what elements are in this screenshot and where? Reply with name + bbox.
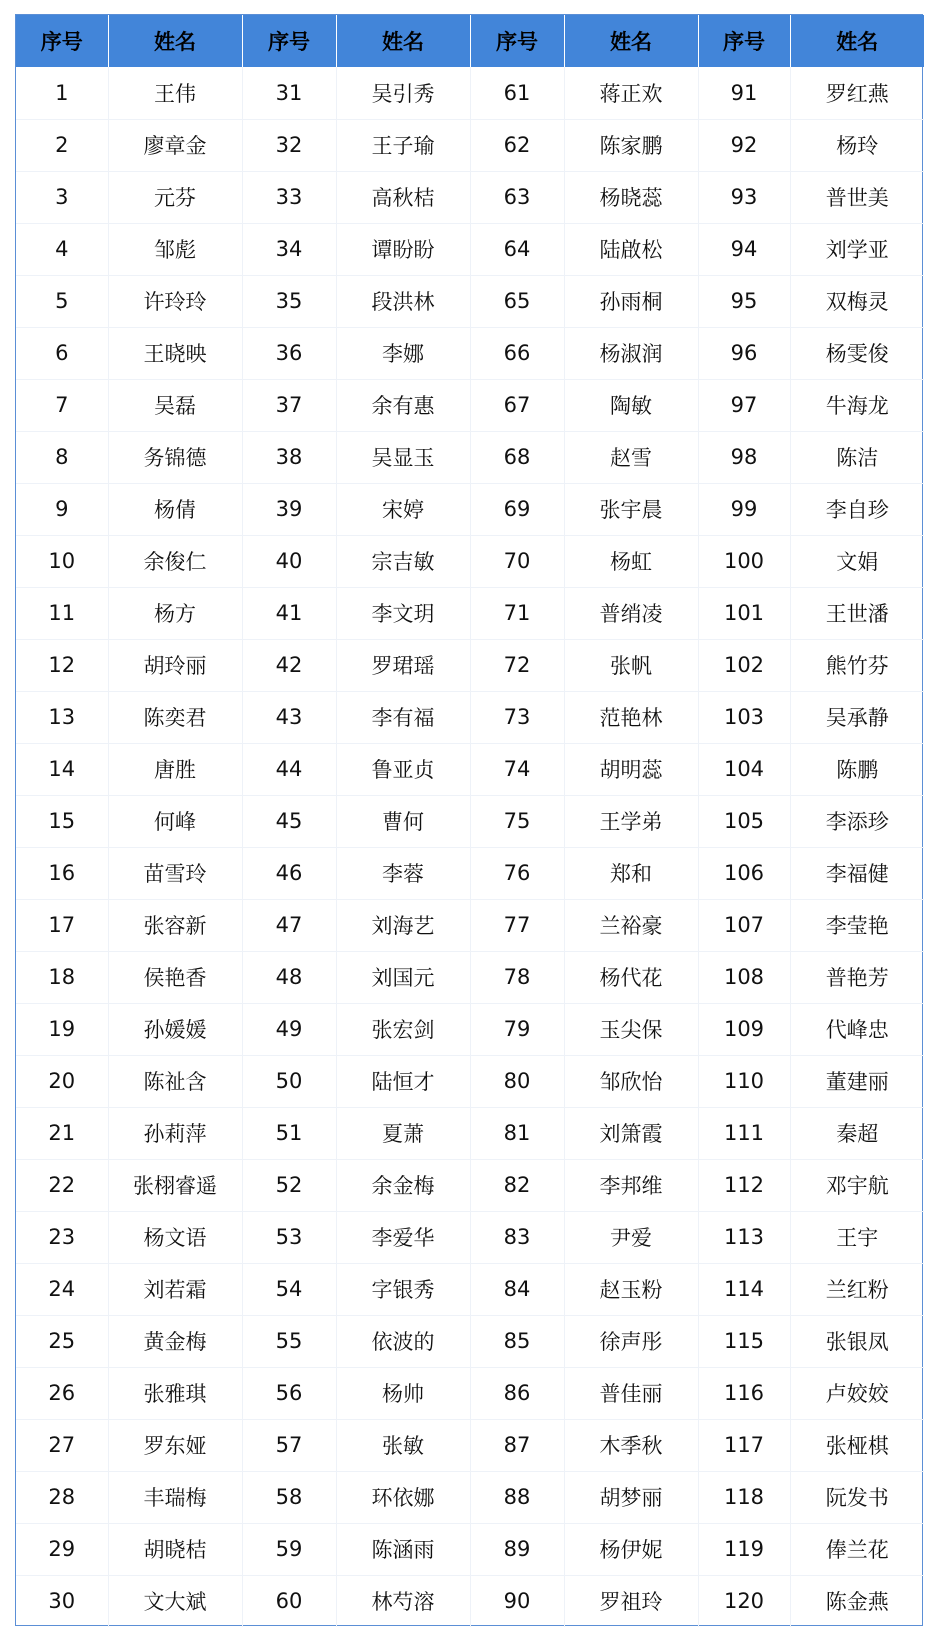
table-row	[16, 1419, 924, 1471]
number-cell: 12	[16, 639, 108, 691]
number-cell: 53	[242, 1211, 336, 1263]
number-cell: 7	[16, 379, 108, 431]
name-cell: 宗吉敏	[336, 535, 470, 587]
number-cell: 37	[242, 379, 336, 431]
name-cell: 木季秋	[564, 1419, 698, 1471]
name-cell: 俸兰花	[790, 1523, 924, 1575]
name-cell: 胡明蕊	[564, 743, 698, 795]
number-cell: 61	[470, 67, 564, 119]
name-cell: 胡梦丽	[564, 1471, 698, 1523]
header-row	[16, 15, 924, 67]
name-cell: 李有福	[336, 691, 470, 743]
name-cell: 阮发书	[790, 1471, 924, 1523]
name-cell: 陈涵雨	[336, 1523, 470, 1575]
number-cell: 17	[16, 899, 108, 951]
number-cell: 102	[698, 639, 790, 691]
number-cell: 116	[698, 1367, 790, 1419]
number-cell: 51	[242, 1107, 336, 1159]
number-cell: 18	[16, 951, 108, 1003]
name-cell: 普艳芳	[790, 951, 924, 1003]
name-cell: 普绡凌	[564, 587, 698, 639]
name-cell: 吴引秀	[336, 67, 470, 119]
name-cell: 兰红粉	[790, 1263, 924, 1315]
name-cell: 杨雯俊	[790, 327, 924, 379]
number-cell: 33	[242, 171, 336, 223]
name-cell: 唐胜	[108, 743, 242, 795]
number-cell: 96	[698, 327, 790, 379]
number-cell: 91	[698, 67, 790, 119]
number-cell: 46	[242, 847, 336, 899]
number-cell: 62	[470, 119, 564, 171]
name-cell: 丰瑞梅	[108, 1471, 242, 1523]
number-cell: 20	[16, 1055, 108, 1107]
header-cell-number: 序号	[470, 15, 564, 67]
name-cell: 李文玥	[336, 587, 470, 639]
number-cell: 73	[470, 691, 564, 743]
number-cell: 52	[242, 1159, 336, 1211]
table-row	[16, 1315, 924, 1367]
name-cell: 何峰	[108, 795, 242, 847]
number-cell: 55	[242, 1315, 336, 1367]
name-cell: 玉尖保	[564, 1003, 698, 1055]
name-cell: 王世潘	[790, 587, 924, 639]
number-cell: 21	[16, 1107, 108, 1159]
number-cell: 8	[16, 431, 108, 483]
name-cell: 陈家鹏	[564, 119, 698, 171]
number-cell: 84	[470, 1263, 564, 1315]
name-cell: 牛海龙	[790, 379, 924, 431]
number-cell: 31	[242, 67, 336, 119]
table-row	[16, 1367, 924, 1419]
name-cell: 曹何	[336, 795, 470, 847]
name-cell: 侯艳香	[108, 951, 242, 1003]
name-cell: 邹彪	[108, 223, 242, 275]
header-cell-name: 姓名	[564, 15, 698, 67]
name-cell: 刘海艺	[336, 899, 470, 951]
name-cell: 刘箫霞	[564, 1107, 698, 1159]
number-cell: 83	[470, 1211, 564, 1263]
name-cell: 刘国元	[336, 951, 470, 1003]
table-body	[16, 67, 924, 1627]
name-cell: 范艳林	[564, 691, 698, 743]
name-cell: 陈祉含	[108, 1055, 242, 1107]
name-cell: 张雅琪	[108, 1367, 242, 1419]
table-row	[16, 951, 924, 1003]
name-cell: 王晓映	[108, 327, 242, 379]
table-row	[16, 223, 924, 275]
number-cell: 9	[16, 483, 108, 535]
number-cell: 118	[698, 1471, 790, 1523]
name-cell: 蒋正欢	[564, 67, 698, 119]
name-cell: 依波的	[336, 1315, 470, 1367]
number-cell: 38	[242, 431, 336, 483]
table-row	[16, 743, 924, 795]
number-cell: 58	[242, 1471, 336, 1523]
number-cell: 112	[698, 1159, 790, 1211]
number-cell: 26	[16, 1367, 108, 1419]
number-cell: 119	[698, 1523, 790, 1575]
table-row	[16, 847, 924, 899]
number-cell: 72	[470, 639, 564, 691]
name-cell: 许玲玲	[108, 275, 242, 327]
number-cell: 60	[242, 1575, 336, 1627]
number-cell: 77	[470, 899, 564, 951]
name-cell: 孙媛媛	[108, 1003, 242, 1055]
number-cell: 28	[16, 1471, 108, 1523]
name-cell: 陆恒才	[336, 1055, 470, 1107]
number-cell: 109	[698, 1003, 790, 1055]
number-cell: 5	[16, 275, 108, 327]
name-cell: 罗红燕	[790, 67, 924, 119]
name-cell: 张宇晨	[564, 483, 698, 535]
number-cell: 19	[16, 1003, 108, 1055]
name-cell: 务锦德	[108, 431, 242, 483]
number-cell: 76	[470, 847, 564, 899]
number-cell: 103	[698, 691, 790, 743]
name-cell: 文娟	[790, 535, 924, 587]
number-cell: 66	[470, 327, 564, 379]
name-cell: 杨伊妮	[564, 1523, 698, 1575]
name-cell: 董建丽	[790, 1055, 924, 1107]
number-cell: 56	[242, 1367, 336, 1419]
number-cell: 101	[698, 587, 790, 639]
number-cell: 82	[470, 1159, 564, 1211]
table-row	[16, 1523, 924, 1575]
number-cell: 49	[242, 1003, 336, 1055]
name-cell: 张敏	[336, 1419, 470, 1471]
roster-table	[16, 15, 924, 1627]
number-cell: 120	[698, 1575, 790, 1627]
table-row	[16, 899, 924, 951]
number-cell: 3	[16, 171, 108, 223]
number-cell: 36	[242, 327, 336, 379]
name-cell: 胡晓桔	[108, 1523, 242, 1575]
number-cell: 89	[470, 1523, 564, 1575]
name-cell: 王宇	[790, 1211, 924, 1263]
number-cell: 47	[242, 899, 336, 951]
name-cell: 鲁亚贞	[336, 743, 470, 795]
header-cell-name: 姓名	[108, 15, 242, 67]
number-cell: 50	[242, 1055, 336, 1107]
name-cell: 杨代花	[564, 951, 698, 1003]
table-row	[16, 1471, 924, 1523]
name-cell: 兰裕豪	[564, 899, 698, 951]
number-cell: 35	[242, 275, 336, 327]
name-cell: 陈洁	[790, 431, 924, 483]
name-cell: 杨晓蕊	[564, 171, 698, 223]
name-cell: 陈金燕	[825, 1590, 889, 1615]
number-cell: 108	[698, 951, 790, 1003]
name-cell: 罗珺瑶	[336, 639, 470, 691]
number-cell: 81	[470, 1107, 564, 1159]
number-cell: 42	[242, 639, 336, 691]
number-cell: 57	[242, 1419, 336, 1471]
name-cell: 张容新	[108, 899, 242, 951]
name-cell: 张栩睿遥	[108, 1159, 242, 1211]
name-cell: 陈奕君	[108, 691, 242, 743]
name-cell: 张帆	[564, 639, 698, 691]
number-cell: 74	[470, 743, 564, 795]
number-cell: 30	[16, 1575, 108, 1627]
table-row	[16, 1055, 924, 1107]
table-row	[16, 67, 924, 119]
number-cell: 114	[698, 1263, 790, 1315]
header-cell-number: 序号	[16, 15, 108, 67]
number-cell: 48	[242, 951, 336, 1003]
number-cell: 64	[470, 223, 564, 275]
header-cell-name: 姓名	[336, 15, 470, 67]
number-cell: 107	[698, 899, 790, 951]
table-row	[16, 1263, 924, 1315]
name-cell: 宋婷	[336, 483, 470, 535]
number-cell: 22	[16, 1159, 108, 1211]
table-row	[16, 171, 924, 223]
name-cell: 林芍溶	[336, 1575, 470, 1627]
number-cell: 97	[698, 379, 790, 431]
name-cell: 刘若霜	[108, 1263, 242, 1315]
name-cell: 杨文语	[108, 1211, 242, 1263]
name-cell: 杨玲	[790, 119, 924, 171]
header-cell-number: 序号	[698, 15, 790, 67]
name-cell: 郑和	[564, 847, 698, 899]
name-cell: 王子瑜	[336, 119, 470, 171]
number-cell: 54	[242, 1263, 336, 1315]
header-cell-name: 姓名	[790, 15, 924, 67]
table-row	[16, 379, 924, 431]
name-cell: 余俊仁	[108, 535, 242, 587]
name-cell: 徐声彤	[564, 1315, 698, 1367]
table-row	[16, 1107, 924, 1159]
number-cell: 88	[470, 1471, 564, 1523]
number-cell: 87	[470, 1419, 564, 1471]
number-cell: 69	[470, 483, 564, 535]
number-cell: 70	[470, 535, 564, 587]
name-cell: 罗东娅	[108, 1419, 242, 1471]
number-cell: 113	[698, 1211, 790, 1263]
number-cell: 24	[16, 1263, 108, 1315]
number-cell: 93	[698, 171, 790, 223]
name-cell: 熊竹芬	[790, 639, 924, 691]
name-cell: 杨倩	[108, 483, 242, 535]
name-cell: 李爱华	[336, 1211, 470, 1263]
number-cell: 92	[698, 119, 790, 171]
number-cell: 39	[242, 483, 336, 535]
name-cell: 吴磊	[108, 379, 242, 431]
name-cell: 苗雪玲	[108, 847, 242, 899]
number-cell: 115	[698, 1315, 790, 1367]
name-cell: 段洪林	[336, 275, 470, 327]
table-header	[16, 15, 924, 67]
name-cell: 卢姣姣	[790, 1367, 924, 1419]
number-cell: 65	[470, 275, 564, 327]
name-cell: 元芬	[108, 171, 242, 223]
number-cell: 71	[470, 587, 564, 639]
name-cell: 胡玲丽	[108, 639, 242, 691]
number-cell: 15	[16, 795, 108, 847]
number-cell: 99	[698, 483, 790, 535]
number-cell: 75	[470, 795, 564, 847]
name-cell: 字银秀	[336, 1263, 470, 1315]
name-cell: 王学弟	[564, 795, 698, 847]
table-row	[16, 691, 924, 743]
name-cell: 李邦维	[564, 1159, 698, 1211]
name-cell: 罗祖玲	[564, 1575, 698, 1627]
number-cell: 23	[16, 1211, 108, 1263]
name-cell: 吴承静	[790, 691, 924, 743]
number-cell: 106	[698, 847, 790, 899]
name-cell: 李莹艳	[790, 899, 924, 951]
name-cell: 李福健	[790, 847, 924, 899]
name-cell: 陈鹏	[790, 743, 924, 795]
number-cell: 85	[470, 1315, 564, 1367]
name-cell: 黄金梅	[108, 1315, 242, 1367]
table-row	[16, 1003, 924, 1055]
number-cell: 104	[698, 743, 790, 795]
name-cell: 赵雪	[564, 431, 698, 483]
number-cell: 44	[242, 743, 336, 795]
number-cell: 94	[698, 223, 790, 275]
number-cell: 110	[698, 1055, 790, 1107]
number-cell: 29	[16, 1523, 108, 1575]
name-cell: 廖章金	[108, 119, 242, 171]
number-cell: 2	[16, 119, 108, 171]
table-row	[16, 1159, 924, 1211]
number-cell: 6	[16, 327, 108, 379]
name-cell: 普佳丽	[564, 1367, 698, 1419]
name-cell: 刘学亚	[790, 223, 924, 275]
name-cell: 邹欣怡	[564, 1055, 698, 1107]
roster-sheet	[15, 14, 923, 1626]
name-cell: 秦超	[790, 1107, 924, 1159]
name-cell: 李蓉	[336, 847, 470, 899]
name-cell: 张银凤	[790, 1315, 924, 1367]
name-cell: 王伟	[108, 67, 242, 119]
name-cell: 李自珍	[790, 483, 924, 535]
number-cell: 40	[242, 535, 336, 587]
number-cell: 1	[16, 67, 108, 119]
table-row	[16, 639, 924, 691]
number-cell: 13	[16, 691, 108, 743]
number-cell: 117	[698, 1419, 790, 1471]
number-cell: 34	[242, 223, 336, 275]
table-row	[16, 1575, 924, 1627]
number-cell: 86	[470, 1367, 564, 1419]
name-cell: 陶敏	[564, 379, 698, 431]
name-cell: 夏萧	[336, 1107, 470, 1159]
name-cell: 杨帅	[336, 1367, 470, 1419]
number-cell: 59	[242, 1523, 336, 1575]
number-cell: 105	[698, 795, 790, 847]
header-cell-number: 序号	[242, 15, 336, 67]
table-row	[16, 119, 924, 171]
number-cell: 45	[242, 795, 336, 847]
number-cell: 11	[16, 587, 108, 639]
name-cell: 余有惠	[336, 379, 470, 431]
table-row	[16, 483, 924, 535]
number-cell: 16	[16, 847, 108, 899]
table-row	[16, 1211, 924, 1263]
number-cell: 4	[16, 223, 108, 275]
number-cell: 67	[470, 379, 564, 431]
table-row	[16, 795, 924, 847]
number-cell: 68	[470, 431, 564, 483]
name-cell: 孙雨桐	[564, 275, 698, 327]
name-cell: 尹爱	[564, 1211, 698, 1263]
name-cell: 邓宇航	[790, 1159, 924, 1211]
number-cell: 10	[16, 535, 108, 587]
name-cell: 孙莉萍	[108, 1107, 242, 1159]
name-cell: 高秋桔	[336, 171, 470, 223]
name-cell: 双梅灵	[790, 275, 924, 327]
name-cell: 谭盼盼	[336, 223, 470, 275]
name-cell: 环依娜	[336, 1471, 470, 1523]
number-cell: 79	[470, 1003, 564, 1055]
number-cell: 98	[698, 431, 790, 483]
name-cell: 杨淑润	[564, 327, 698, 379]
name-cell: 文大斌	[108, 1575, 242, 1627]
number-cell: 63	[470, 171, 564, 223]
number-cell: 111	[698, 1107, 790, 1159]
name-cell: 李添珍	[790, 795, 924, 847]
number-cell: 43	[242, 691, 336, 743]
number-cell: 78	[470, 951, 564, 1003]
name-cell: 张桠棋	[790, 1419, 924, 1471]
name-cell: 赵玉粉	[564, 1263, 698, 1315]
name-cell: 杨虹	[564, 535, 698, 587]
table-row	[16, 431, 924, 483]
number-cell: 100	[698, 535, 790, 587]
table-row	[16, 275, 924, 327]
name-cell: 代峰忠	[790, 1003, 924, 1055]
number-cell: 80	[470, 1055, 564, 1107]
table-row	[16, 587, 924, 639]
name-cell: 陆啟松	[564, 223, 698, 275]
name-cell: 杨方	[108, 587, 242, 639]
number-cell: 25	[16, 1315, 108, 1367]
number-cell: 90	[470, 1575, 564, 1627]
name-cell: 李娜	[336, 327, 470, 379]
number-cell: 14	[16, 743, 108, 795]
table-row	[16, 535, 924, 587]
table-row	[16, 327, 924, 379]
name-cell: 余金梅	[336, 1159, 470, 1211]
number-cell: 27	[16, 1419, 108, 1471]
name-cell: 张宏剑	[336, 1003, 470, 1055]
name-cell: 吴显玉	[336, 431, 470, 483]
number-cell: 41	[242, 587, 336, 639]
number-cell: 95	[698, 275, 790, 327]
number-cell: 32	[242, 119, 336, 171]
name-cell: 普世美	[790, 171, 924, 223]
